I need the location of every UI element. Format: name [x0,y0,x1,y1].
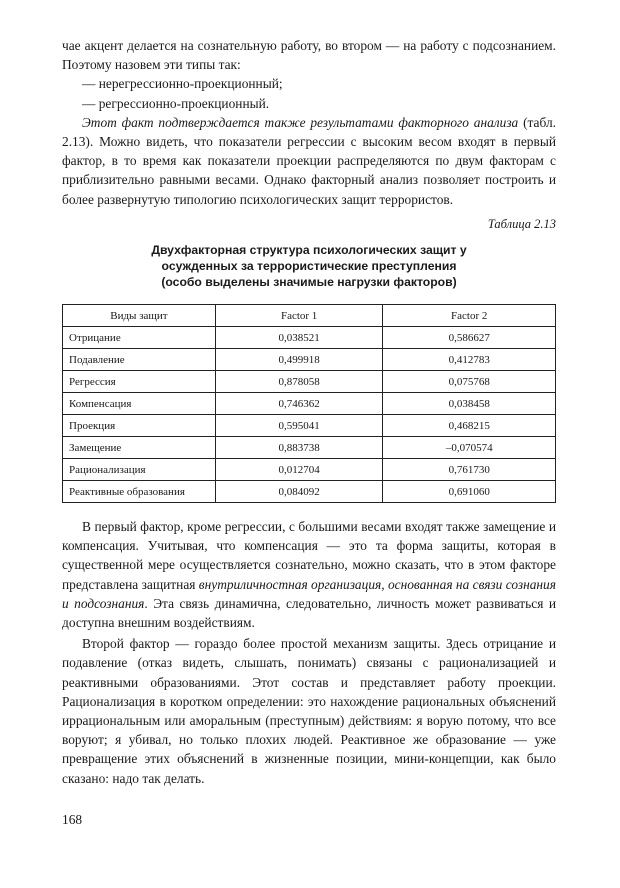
table-row [63,371,556,393]
page-content [62,36,556,788]
italic-phrase: внутриличностная организация, основанная на связи сознания и подсознания [62,576,556,611]
table-header-row [63,305,556,327]
column-header: Виды защит [63,305,216,327]
factor2-value: 0,691060 [383,481,556,503]
defense-name: Отрицание [63,327,216,349]
factor1-value: 0,038521 [215,327,383,349]
table-row [63,393,556,415]
paragraph-text: (табл. 2.13). Можно видеть, что показатели регрессии с высоким весом входят в первый фактор, в то время как показатели проекции распределяются по двум факторам с приблизительно равными весами. Однако факторный анализ позволяет построить и более развернутую типологию психологических защит террористов. [62,114,557,207]
factor1-value: 0,883738 [215,437,383,459]
table-title-line: (особо выделены значимые нагрузки факторов) [161,275,457,290]
table-caption: Таблица 2.13 [487,216,556,231]
defense-name: Подавление [63,349,216,371]
factor2-value: 0,412783 [383,349,556,371]
factor1-value: 0,084092 [215,481,383,503]
table-row [63,415,556,437]
list-item: — нерегрессионно-проекционный; [82,76,283,92]
table-row [63,437,556,459]
table-row [63,349,556,371]
defense-name: Компенсация [63,393,216,415]
column-header: Factor 2 [383,305,556,327]
paragraph-first-factor [62,517,556,632]
factor2-value: 0,075768 [383,371,556,393]
factor2-value: 0,586627 [383,327,556,349]
paragraph-intro: чае акцент делается на сознательную работу, во втором — на работу с подсознанием. Поэтому назовем эти типы так: [62,38,556,73]
italic-phrase: Этот факт подтверждается также результатами факторного анализа [82,114,519,130]
factor2-value: 0,761730 [383,459,556,481]
factor2-value: 0,468215 [383,415,556,437]
table-row [63,459,556,481]
factor1-value: 0,878058 [215,371,383,393]
factor2-value: 0,038458 [383,393,556,415]
factor1-value: 0,746362 [215,393,383,415]
paragraph-text: . Эта связь динамична, следовательно, личность может развиваться и доступна внешним воздействиям. [62,595,556,631]
column-header: Factor 1 [215,305,383,327]
paragraph-second-factor: Второй фактор — гораздо более простой механизм защиты. Здесь отрицание и подавление (отказ видеть, слышать, понимать) связаны с рационализацией и реактивными образованиями. Этот состав и представляет работу проекции. Рационализация в коротком определении: это нахождение рациональных объяснений иррациональным или аморальным (преступным) действиям: я ворую потому, что все воруют; я убивал, но только плохих людей. Реактивное же образование — уже превращение этих объяснений в жизненные позиции, мини-концепции, как было сказано: надо так делать. [62,636,556,786]
defense-name: Рационализация [63,459,216,481]
table-row [63,481,556,503]
table-title-line: осужденных за террористические преступления [161,259,457,274]
factor1-value: 0,499918 [215,349,383,371]
defense-name: Проекция [63,415,216,437]
list-item: — регрессионно-проекционный. [82,95,270,111]
table-title-line: Двухфакторная структура психологических защит у [151,243,467,258]
factor2-value: –0,070574 [383,437,556,459]
paragraph-factor-analysis [62,113,556,209]
table-title [62,242,556,290]
defense-name: Регрессия [63,371,216,393]
factor1-value: 0,012704 [215,459,383,481]
defense-name: Реактивные образования [63,481,216,503]
table-row [63,327,556,349]
factor1-value: 0,595041 [215,415,383,437]
paragraph-text: В первый фактор, кроме регрессии, с большими весами входят также замещение и компенсация. Учитывая, что компенсация — это та форма защиты, которая в существенной мере осуществляется сознательно, можно сказать, что в этом факторе представлена защитная [62,519,556,592]
defense-name: Замещение [63,437,216,459]
page-number: 168 [62,812,83,827]
factor-table [62,304,556,503]
